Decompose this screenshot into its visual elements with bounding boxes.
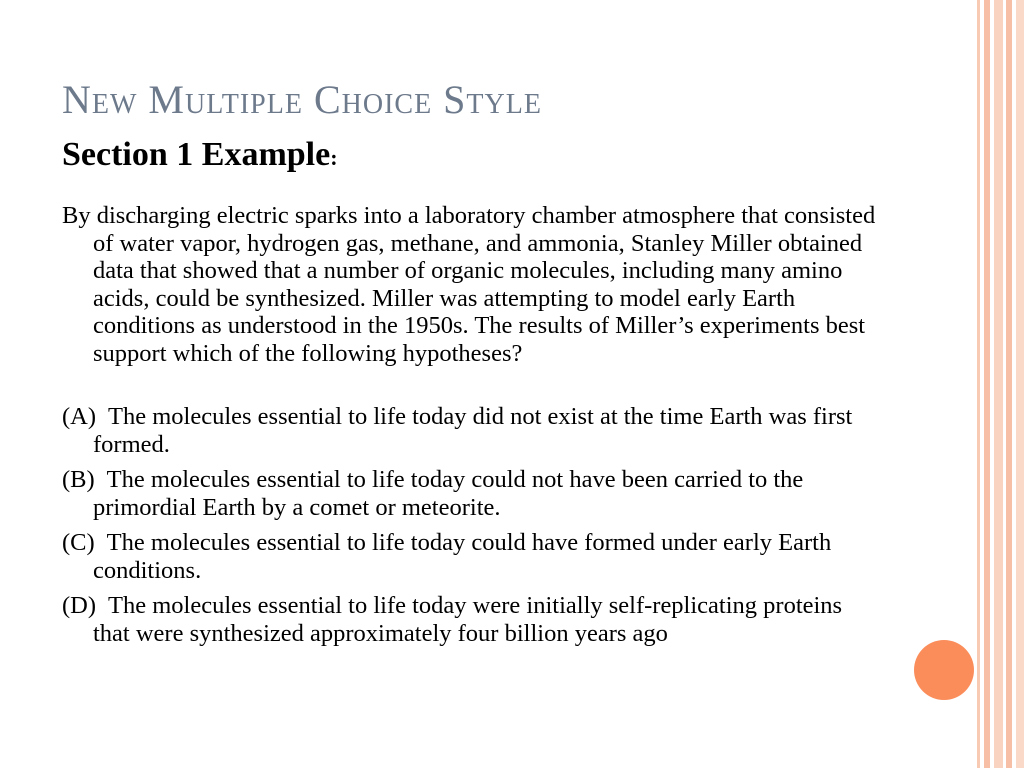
- decorative-stripe: [1016, 0, 1024, 768]
- decorative-stripe: [994, 0, 1003, 768]
- choice-letter: (A): [62, 403, 97, 430]
- answer-choice-a: [62, 403, 882, 458]
- choice-letter: (D): [62, 592, 97, 619]
- answer-choice-b: [62, 466, 882, 521]
- slide-content: [62, 202, 882, 655]
- slide-title: New Multiple Choice Style: [62, 77, 542, 122]
- answer-choice-c: [62, 529, 882, 584]
- section-heading-colon: :: [330, 145, 338, 170]
- choice-text: The molecules essential to life today did not exist at the time Earth was first formed.: [93, 403, 853, 458]
- decorative-circle-icon: [914, 640, 974, 700]
- decorative-stripe: [1006, 0, 1012, 768]
- decorative-stripe: [984, 0, 990, 768]
- section-heading: [62, 136, 338, 174]
- decorative-stripe: [977, 0, 980, 768]
- section-heading-text: Section 1 Example: [62, 136, 331, 173]
- choice-text: The molecules essential to life today could not have been carried to the primordial Earth by a comet or meteorite.: [93, 466, 804, 521]
- choice-text: The molecules essential to life today could have formed under early Earth conditions.: [93, 529, 832, 584]
- answer-choice-d: [62, 592, 882, 647]
- choice-letter: (B): [62, 466, 95, 493]
- question-text: By discharging electric sparks into a laboratory chamber atmosphere that consisted of water vapor, hydrogen gas, methane, and ammonia, Stanley Miller obtained data that showed that a number of organic molecules, including many amino acids, could be synthesized. Miller was attempting to model early Earth conditions as understood in the 1950s. The results of Miller’s experiments best support which of the following hypotheses?: [62, 202, 876, 367]
- choice-letter: (C): [62, 529, 95, 556]
- choice-text: The molecules essential to life today were initially self-replicating proteins that were synthesized approximately four billion years ago: [93, 592, 843, 647]
